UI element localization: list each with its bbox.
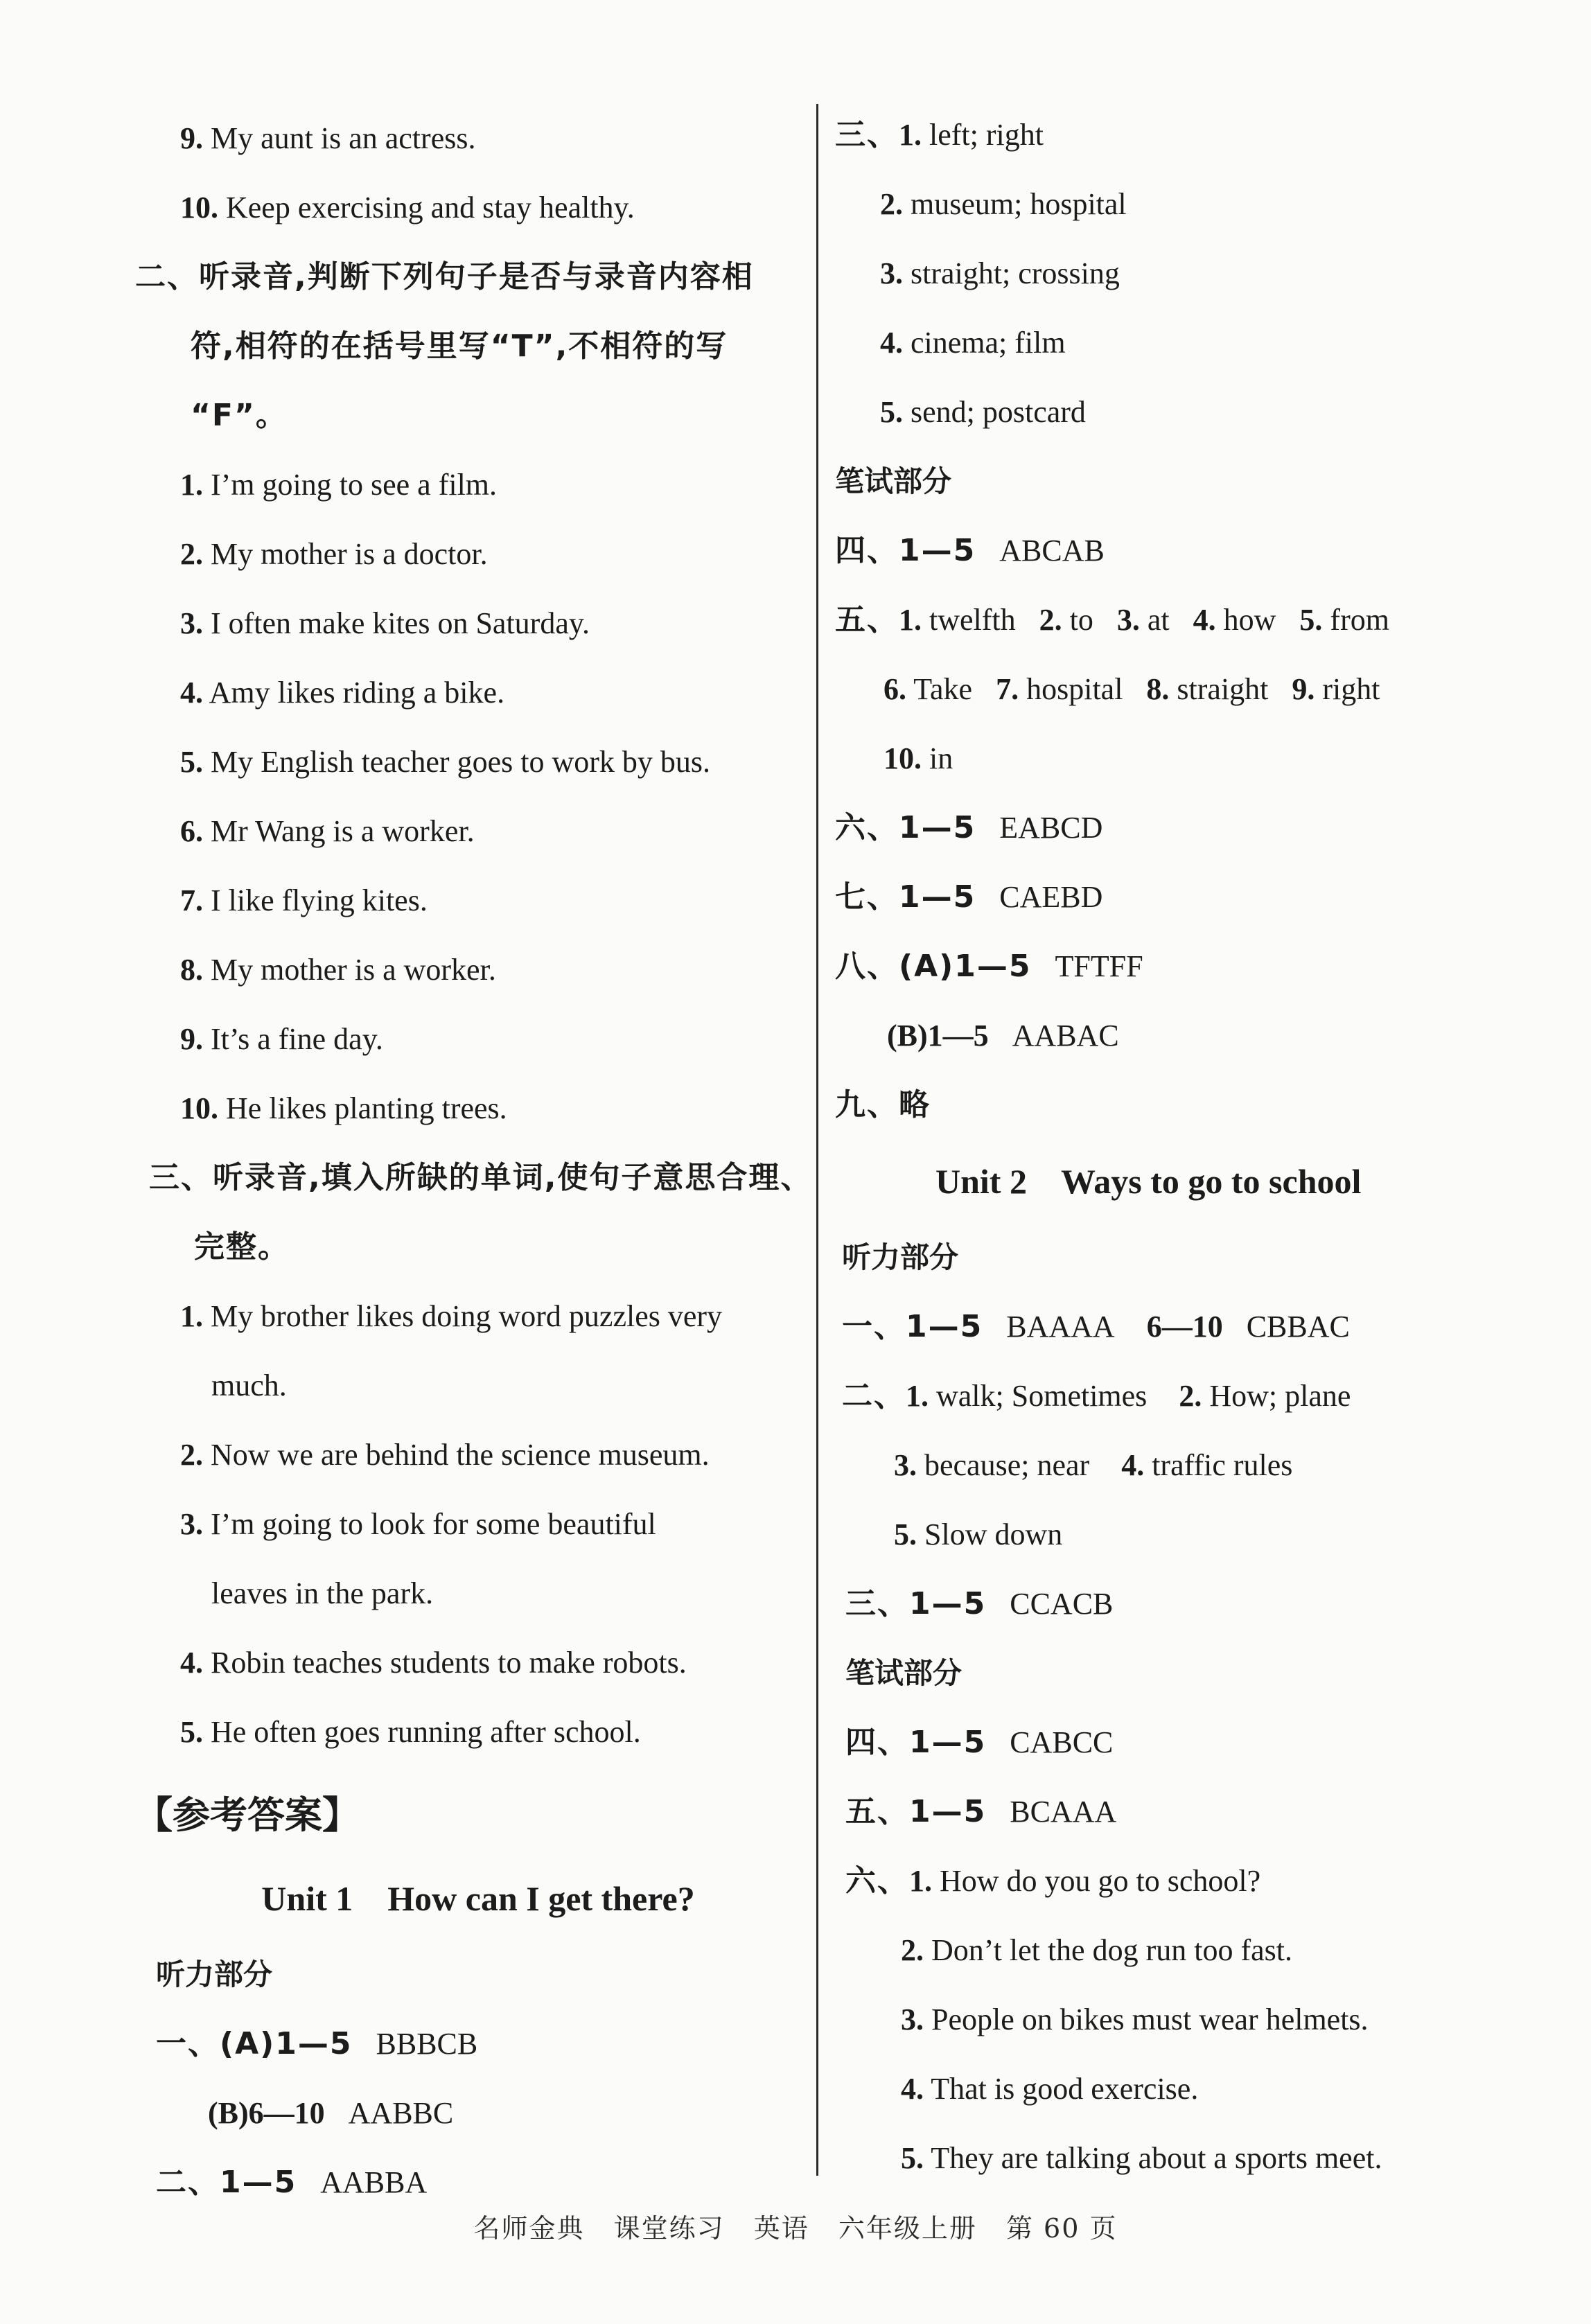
list-item: 9. My aunt is an actress. <box>180 121 476 155</box>
answer-row: 4. cinema; film <box>880 326 1066 360</box>
answers-heading: 【参考答案】 <box>135 1793 360 1837</box>
section-label: 听力部分 <box>156 1957 273 1991</box>
answer-row: 五、1. twelfth 2. to 3. at 4. how 5. from <box>835 602 1389 637</box>
list-item-cont: leaves in the park. <box>211 1576 434 1610</box>
answer-row: 2. Don’t let the dog run too fast. <box>901 1933 1292 1967</box>
right-column <box>835 100 1500 2193</box>
answer-row: 2. museum; hospital <box>880 187 1127 221</box>
list-item: 2. My mother is a doctor. <box>180 537 488 571</box>
list-item-cont: much. <box>211 1368 287 1402</box>
unit-title: Unit 1 How can I get there? <box>261 1879 695 1918</box>
answer-row: 6. Take 7. hospital 8. straight 9. right <box>884 672 1380 706</box>
footer-grade: 六年级上册 <box>838 2213 977 2244</box>
answer-row: 四、1—5 ABCAB <box>835 533 1105 568</box>
answer-row: 三、1. left; right <box>835 117 1044 152</box>
answer-row: 四、1—5 CABCC <box>845 1725 1114 1760</box>
answer-row: 二、1. walk; Sometimes 2. How; plane <box>842 1378 1351 1414</box>
section-title: 三、听录音,填入所缺的单词,使句子意思合理、 <box>149 1160 813 1195</box>
answer-row: 5. send; postcard <box>880 395 1086 429</box>
answer-row: (B)6—10 AABBC <box>208 2096 454 2130</box>
section-title-cont: 符,相符的在括号里写“T”,不相符的写 <box>191 328 728 364</box>
list-item: 7. I like flying kites. <box>180 883 428 917</box>
footer-subject: 英语 <box>753 2213 809 2244</box>
list-item: 4. Amy likes riding a bike. <box>180 676 505 710</box>
list-item: 5. My English teacher goes to work by bus. <box>180 745 710 779</box>
answer-row: 三、1—5 CCACB <box>845 1586 1114 1621</box>
answer-row: 一、1—5 BAAAA 6—10 CBBAC <box>842 1309 1350 1344</box>
list-item: 1. I’m going to see a film. <box>180 468 498 502</box>
answer-row: 4. That is good exercise. <box>901 2072 1199 2106</box>
list-item: 10. Keep exercising and stay healthy. <box>180 191 635 225</box>
answer-row: 3. straight; crossing <box>880 256 1120 290</box>
footer-series: 课堂练习 <box>613 2213 725 2244</box>
answer-row: 九、略 <box>835 1087 931 1123</box>
answer-row: 3. People on bikes must wear helmets. <box>901 2002 1369 2036</box>
answer-row: (B)1—5 AABAC <box>887 1019 1119 1053</box>
answer-row: 5. They are talking about a sports meet. <box>901 2141 1382 2175</box>
list-item: 2. Now we are behind the science museum. <box>180 1438 710 1472</box>
section-label: 笔试部分 <box>835 464 952 498</box>
list-item: 8. My mother is a worker. <box>180 953 496 987</box>
section-title-cont: 完整。 <box>194 1229 290 1265</box>
answer-row: 八、(A)1—5 TFTFF <box>835 949 1143 984</box>
section-title: 二、听录音,判断下列句子是否与录音内容相 <box>135 259 754 294</box>
list-item: 3. I often make kites on Saturday. <box>180 606 590 640</box>
list-item: 5. He often goes running after school. <box>180 1715 641 1749</box>
section-label: 笔试部分 <box>845 1656 962 1690</box>
list-item: 4. Robin teaches students to make robots. <box>180 1646 687 1680</box>
answer-row: 二、1—5 AABBA <box>156 2165 428 2200</box>
page-footer <box>0 2207 1591 2245</box>
answer-row: 六、1. How do you go to school? <box>845 1863 1261 1899</box>
list-item: 1. My brother likes doing word puzzles very <box>180 1299 723 1333</box>
answer-row: 一、(A)1—5 BBBCB <box>156 2026 478 2061</box>
footer-brand: 名师金典 <box>473 2213 585 2244</box>
answer-row: 七、1—5 CAEBD <box>835 879 1103 915</box>
list-item: 3. I’m going to look for some beautiful <box>180 1507 656 1541</box>
answer-row: 六、1—5 EABCD <box>835 810 1103 845</box>
list-item: 6. Mr Wang is a worker. <box>180 814 475 848</box>
footer-page-number: 第 60 页 <box>1005 2213 1118 2244</box>
list-item: 10. He likes planting trees. <box>180 1091 507 1125</box>
answer-row: 3. because; near 4. traffic rules <box>894 1448 1293 1482</box>
answer-row: 10. in <box>884 741 953 775</box>
unit-title: Unit 2 Ways to go to school <box>935 1162 1362 1201</box>
answer-row: 5. Slow down <box>894 1517 1063 1551</box>
section-title-cont: “F”。 <box>191 398 288 433</box>
list-item: 9. It’s a fine day. <box>180 1022 383 1056</box>
answer-row: 五、1—5 BCAAA <box>845 1794 1117 1829</box>
left-column <box>135 104 821 2217</box>
section-label: 听力部分 <box>842 1240 959 1274</box>
